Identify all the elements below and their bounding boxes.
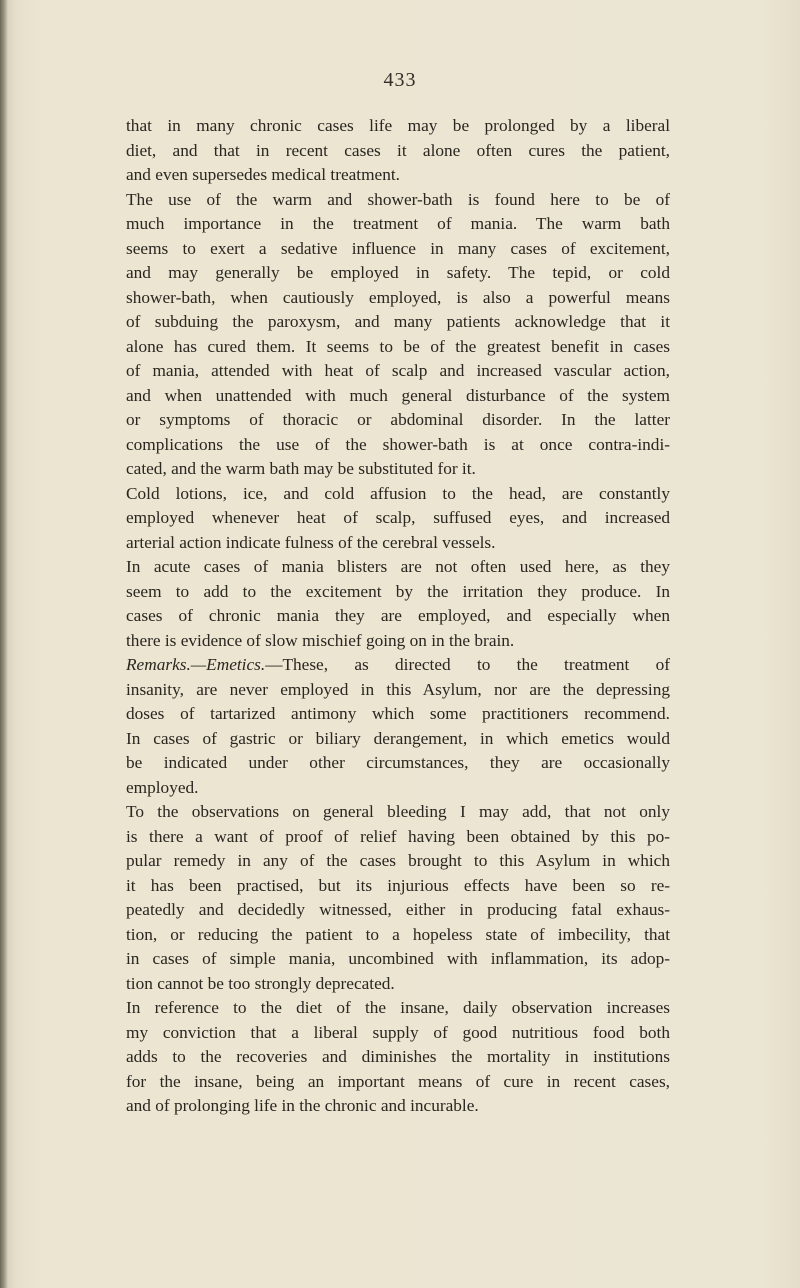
- text-line: [126, 800, 670, 825]
- text-line: [126, 384, 670, 409]
- line-text: and even supersedes medical treatment.: [126, 165, 400, 184]
- line-text: and of prolonging life in the chronic and incurable.: [126, 1096, 479, 1115]
- page-gutter-shadow: [0, 0, 8, 1288]
- line-text: In cases of gastric or biliary derangement, in which emetics would: [126, 728, 670, 748]
- line-text: and when unattended with much general disturbance of the system: [126, 385, 670, 405]
- text-line: [126, 947, 670, 972]
- text-line: [126, 482, 670, 507]
- line-text: In acute cases of mania blisters are not often used here, as they: [126, 557, 670, 576]
- text-line: [126, 359, 670, 384]
- line-text: seem to add to the excitement by the irritation they produce. In: [126, 581, 670, 601]
- line-text: pular remedy in any of the cases brought to this Asylum in which: [126, 851, 670, 870]
- line-text: there is evidence of slow mischief going on in the brain.: [126, 630, 515, 650]
- text-line: [126, 433, 670, 458]
- line-text: alone has cured them. It seems to be of the greatest benefit in cases: [126, 336, 670, 356]
- line-text: The use of the warm and shower-bath is found here to be of: [126, 189, 670, 209]
- line-text: doses of tartarized antimony which some practitioners recommend.: [126, 704, 670, 723]
- text-line: [126, 237, 670, 262]
- text-line: [126, 996, 670, 1021]
- text-line: [126, 114, 670, 139]
- text-line: [126, 825, 670, 850]
- line-text: tion cannot be too strongly deprecated.: [126, 973, 395, 993]
- text-line: [126, 1070, 670, 1095]
- text-line: [126, 531, 670, 556]
- line-text: cases of chronic mania they are employed, and especially when: [126, 606, 670, 625]
- line-text: for the insane, being an important means of cure in recent cases,: [126, 1071, 670, 1091]
- line-text: complications the use of the shower-bath is at once contra-indi-: [126, 434, 670, 454]
- text-line: [126, 1094, 670, 1119]
- line-text: in cases of simple mania, uncombined with inflammation, its adop-: [126, 949, 670, 968]
- text-line: [126, 335, 670, 360]
- line-text: —These, as directed to the treatment of: [265, 655, 670, 674]
- text-line: [126, 972, 670, 997]
- line-text: and may generally be employed in safety. The tepid, or cold: [126, 263, 670, 282]
- line-text: cated, and the warm bath may be substituted for it.: [126, 459, 476, 478]
- body-text: [126, 114, 670, 1119]
- line-text: employed whenever heat of scalp, suffused eyes, and increased: [126, 508, 670, 527]
- text-line: [126, 506, 670, 531]
- text-line: [126, 188, 670, 213]
- text-line: [126, 727, 670, 752]
- line-text: In reference to the diet of the insane, daily observation increases: [126, 998, 670, 1017]
- text-line: [126, 1021, 670, 1046]
- line-text: To the observations on general bleeding I may add, that not only: [126, 802, 670, 821]
- italic-heading: Remarks.—Emetics.: [126, 655, 266, 674]
- line-text: arterial action indicate fulness of the cerebral vessels.: [126, 532, 496, 552]
- line-text: insanity, are never employed in this Asylum, nor are the depressing: [126, 679, 670, 699]
- line-text: diet, and that in recent cases it alone often cures the patient,: [126, 140, 670, 160]
- text-line: [126, 678, 670, 703]
- line-text: of mania, attended with heat of scalp and increased vascular action,: [126, 361, 670, 380]
- line-text: employed.: [126, 777, 199, 797]
- line-text: adds to the recoveries and diminishes the mortality in institutions: [126, 1047, 670, 1066]
- line-text: that in many chronic cases life may be prolonged by a liberal: [126, 116, 670, 135]
- text-line: [126, 923, 670, 948]
- text-line: [126, 408, 670, 433]
- line-text: my conviction that a liberal supply of good nutritious food both: [126, 1022, 670, 1042]
- line-text: it has been practised, but its injurious effects have been so re-: [126, 875, 670, 895]
- text-line: [126, 555, 670, 580]
- text-line: [126, 874, 670, 899]
- line-text: be indicated under other circumstances, they are occasionally: [126, 753, 670, 772]
- text-line: [126, 629, 670, 654]
- line-text: peatedly and decidedly witnessed, either in producing fatal exhaus-: [126, 900, 670, 919]
- text-line: [126, 163, 670, 188]
- line-text: much importance in the treatment of mania. The warm bath: [126, 214, 670, 233]
- line-text: is there a want of proof of relief having been obtained by this po-: [126, 826, 670, 846]
- text-line: [126, 286, 670, 311]
- text-line: [126, 457, 670, 482]
- text-line: [126, 702, 670, 727]
- text-line: [126, 604, 670, 629]
- line-text: seems to exert a sedative influence in many cases of excitement,: [126, 238, 670, 258]
- text-line: [126, 1045, 670, 1070]
- text-line: [126, 139, 670, 164]
- page-number: 433: [383, 69, 417, 91]
- line-text: tion, or reducing the patient to a hopeless state of imbecility, that: [126, 924, 670, 944]
- text-line: [126, 653, 670, 678]
- text-line: [126, 261, 670, 286]
- line-text: Cold lotions, ice, and cold affusion to the head, are constantly: [126, 483, 670, 503]
- text-line: [126, 212, 670, 237]
- text-line: [126, 751, 670, 776]
- line-text: or symptoms of thoracic or abdominal disorder. In the latter: [126, 410, 670, 429]
- text-line: [126, 580, 670, 605]
- line-text: of subduing the paroxysm, and many patients acknowledge that it: [126, 312, 670, 331]
- text-line: [126, 776, 670, 801]
- text-line: [126, 898, 670, 923]
- text-line: [126, 310, 670, 335]
- text-line: [126, 849, 670, 874]
- line-text: shower-bath, when cautiously employed, is also a powerful means: [126, 287, 670, 307]
